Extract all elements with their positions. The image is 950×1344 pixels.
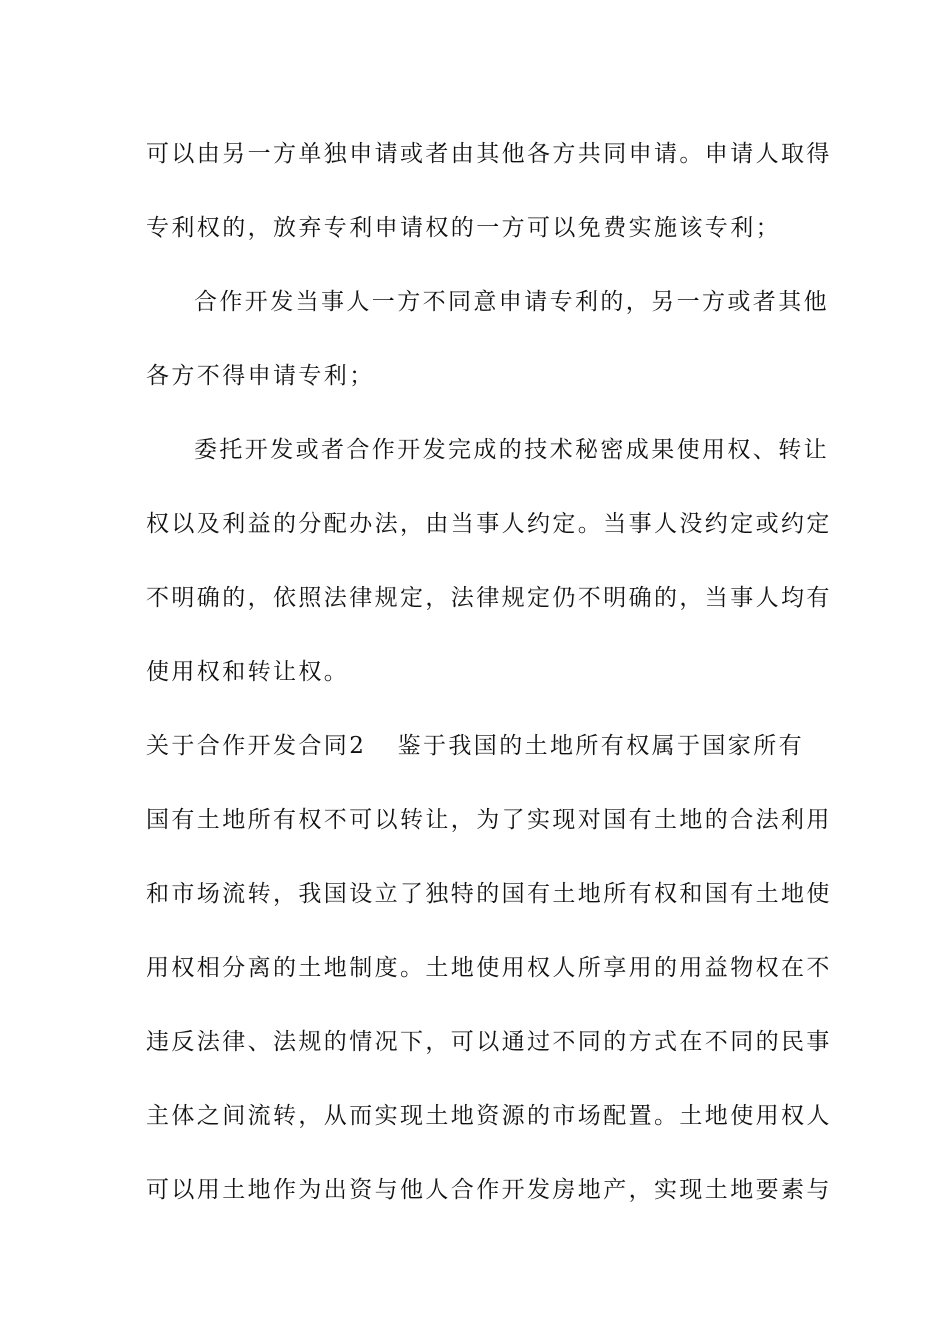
paragraph-line-2: 委托开发或者合作开发完成的技术秘密成果使用权、转让 <box>194 437 829 463</box>
text-line-6: 使用权和转让权。 <box>146 659 350 685</box>
text-line-8: 和市场流转，我国设立了独特的国有土地所有权和国有土地使 <box>146 881 832 907</box>
text-line-9: 用权相分离的土地制度。土地使用权人所享用的用益物权在不 <box>146 955 832 981</box>
paragraph-line-1: 合作开发当事人一方不同意申请专利的，另一方或者其他 <box>194 289 829 315</box>
text-line-12: 可以用土地作为出资与他人合作开发房地产，实现土地要素与 <box>146 1177 832 1203</box>
section-heading-continuation: 鉴于我国的土地所有权属于国家所有 <box>397 733 804 759</box>
text-line-3: 各方不得申请专利； <box>146 363 375 389</box>
text-line-2: 专利权的，放弃专利申请权的一方可以免费实施该专利； <box>146 215 781 241</box>
text-line-10: 违反法律、法规的情况下，可以通过不同的方式在不同的民事 <box>146 1029 832 1055</box>
text-line-7: 国有土地所有权不可以转让，为了实现对国有土地的合法利用 <box>146 807 832 833</box>
section-heading: 关于合作开发合同2 <box>146 733 367 759</box>
text-line-5: 不明确的，依照法律规定，法律规定仍不明确的，当事人均有 <box>146 585 832 611</box>
text-line-11: 主体之间流转，从而实现土地资源的市场配置。土地使用权人 <box>146 1103 832 1129</box>
text-line-1: 可以由另一方单独申请或者由其他各方共同申请。申请人取得 <box>146 141 832 167</box>
section-heading-line <box>146 731 804 761</box>
text-line-4: 权以及利益的分配办法，由当事人约定。当事人没约定或约定 <box>146 511 832 537</box>
